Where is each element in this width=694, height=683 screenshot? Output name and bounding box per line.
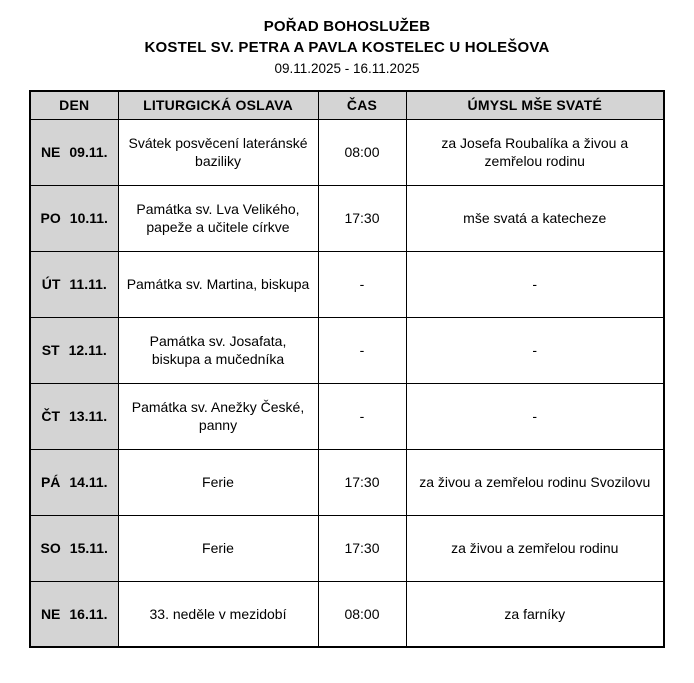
- day-cell: [30, 449, 118, 515]
- time-cell: 08:00: [318, 119, 406, 185]
- table-row: [30, 383, 664, 449]
- intention-cell: -: [406, 317, 664, 383]
- day-date: 15.11.: [69, 539, 108, 556]
- day-date: 12.11.: [68, 341, 107, 358]
- time-cell: 17:30: [318, 185, 406, 251]
- date-range: 09.11.2025 - 16.11.2025: [274, 61, 420, 76]
- day-date: 14.11.: [69, 473, 108, 490]
- table-row: [30, 119, 664, 185]
- day-abbr: NE: [40, 605, 61, 622]
- day-cell: [30, 581, 118, 647]
- intention-cell: mše svatá a katecheze: [406, 185, 664, 251]
- day-abbr: NE: [40, 143, 61, 160]
- church-name: KOSTEL SV. PETRA A PAVLA KOSTELEC U HOLEŠOVA: [144, 39, 550, 56]
- table-row: [30, 515, 664, 581]
- celebration-cell: Svátek posvěcení lateránské baziliky: [118, 119, 318, 185]
- time-cell: 17:30: [318, 515, 406, 581]
- intention-cell: za živou a zemřelou rodinu Svozilovu: [406, 449, 664, 515]
- day-date: 13.11.: [69, 407, 108, 424]
- day-abbr: ST: [41, 341, 60, 358]
- day-abbr: SO: [40, 539, 61, 556]
- celebration-cell: Památka sv. Anežky České, panny: [118, 383, 318, 449]
- day-cell: [30, 317, 118, 383]
- day-cell: [30, 515, 118, 581]
- column-header-umysl: ÚMYSL MŠE SVATÉ: [406, 91, 664, 119]
- celebration-cell: 33. neděle v mezidobí: [118, 581, 318, 647]
- table-row: [30, 449, 664, 515]
- celebration-cell: Ferie: [118, 515, 318, 581]
- day-date: 16.11.: [69, 605, 108, 622]
- day-cell: [30, 119, 118, 185]
- table-row: [30, 581, 664, 647]
- time-cell: -: [318, 317, 406, 383]
- column-header-liturgicka-oslava: LITURGICKÁ OSLAVA: [118, 91, 318, 119]
- day-date: 09.11.: [69, 143, 108, 160]
- time-cell: 08:00: [318, 581, 406, 647]
- day-date: 10.11.: [69, 209, 108, 226]
- day-cell: [30, 251, 118, 317]
- day-abbr: PO: [40, 209, 61, 226]
- celebration-cell: Ferie: [118, 449, 318, 515]
- mass-schedule-table: [29, 90, 665, 648]
- day-date: 11.11.: [69, 275, 107, 292]
- document-title: POŘAD BOHOSLUŽEB: [263, 18, 431, 35]
- document-header: [0, 18, 694, 76]
- column-header-cas: ČAS: [318, 91, 406, 119]
- celebration-cell: Památka sv. Lva Velikého, papeže a učitele církve: [118, 185, 318, 251]
- time-cell: 17:30: [318, 449, 406, 515]
- day-cell: [30, 185, 118, 251]
- time-cell: -: [318, 383, 406, 449]
- intention-cell: -: [406, 383, 664, 449]
- celebration-cell: Památka sv. Martina, biskupa: [118, 251, 318, 317]
- table-row: [30, 317, 664, 383]
- intention-cell: za živou a zemřelou rodinu: [406, 515, 664, 581]
- intention-cell: za farníky: [406, 581, 664, 647]
- day-abbr: PÁ: [40, 473, 61, 490]
- time-cell: -: [318, 251, 406, 317]
- column-header-den: DEN: [30, 91, 118, 119]
- day-abbr: ČT: [41, 407, 60, 424]
- day-abbr: ÚT: [41, 275, 61, 292]
- intention-cell: za Josefa Roubalíka a živou a zemřelou rodinu: [406, 119, 664, 185]
- intention-cell: -: [406, 251, 664, 317]
- table-row: [30, 185, 664, 251]
- table-row: [30, 251, 664, 317]
- table-header-row: [30, 91, 664, 119]
- celebration-cell: Památka sv. Josafata, biskupa a mučedníka: [118, 317, 318, 383]
- day-cell: [30, 383, 118, 449]
